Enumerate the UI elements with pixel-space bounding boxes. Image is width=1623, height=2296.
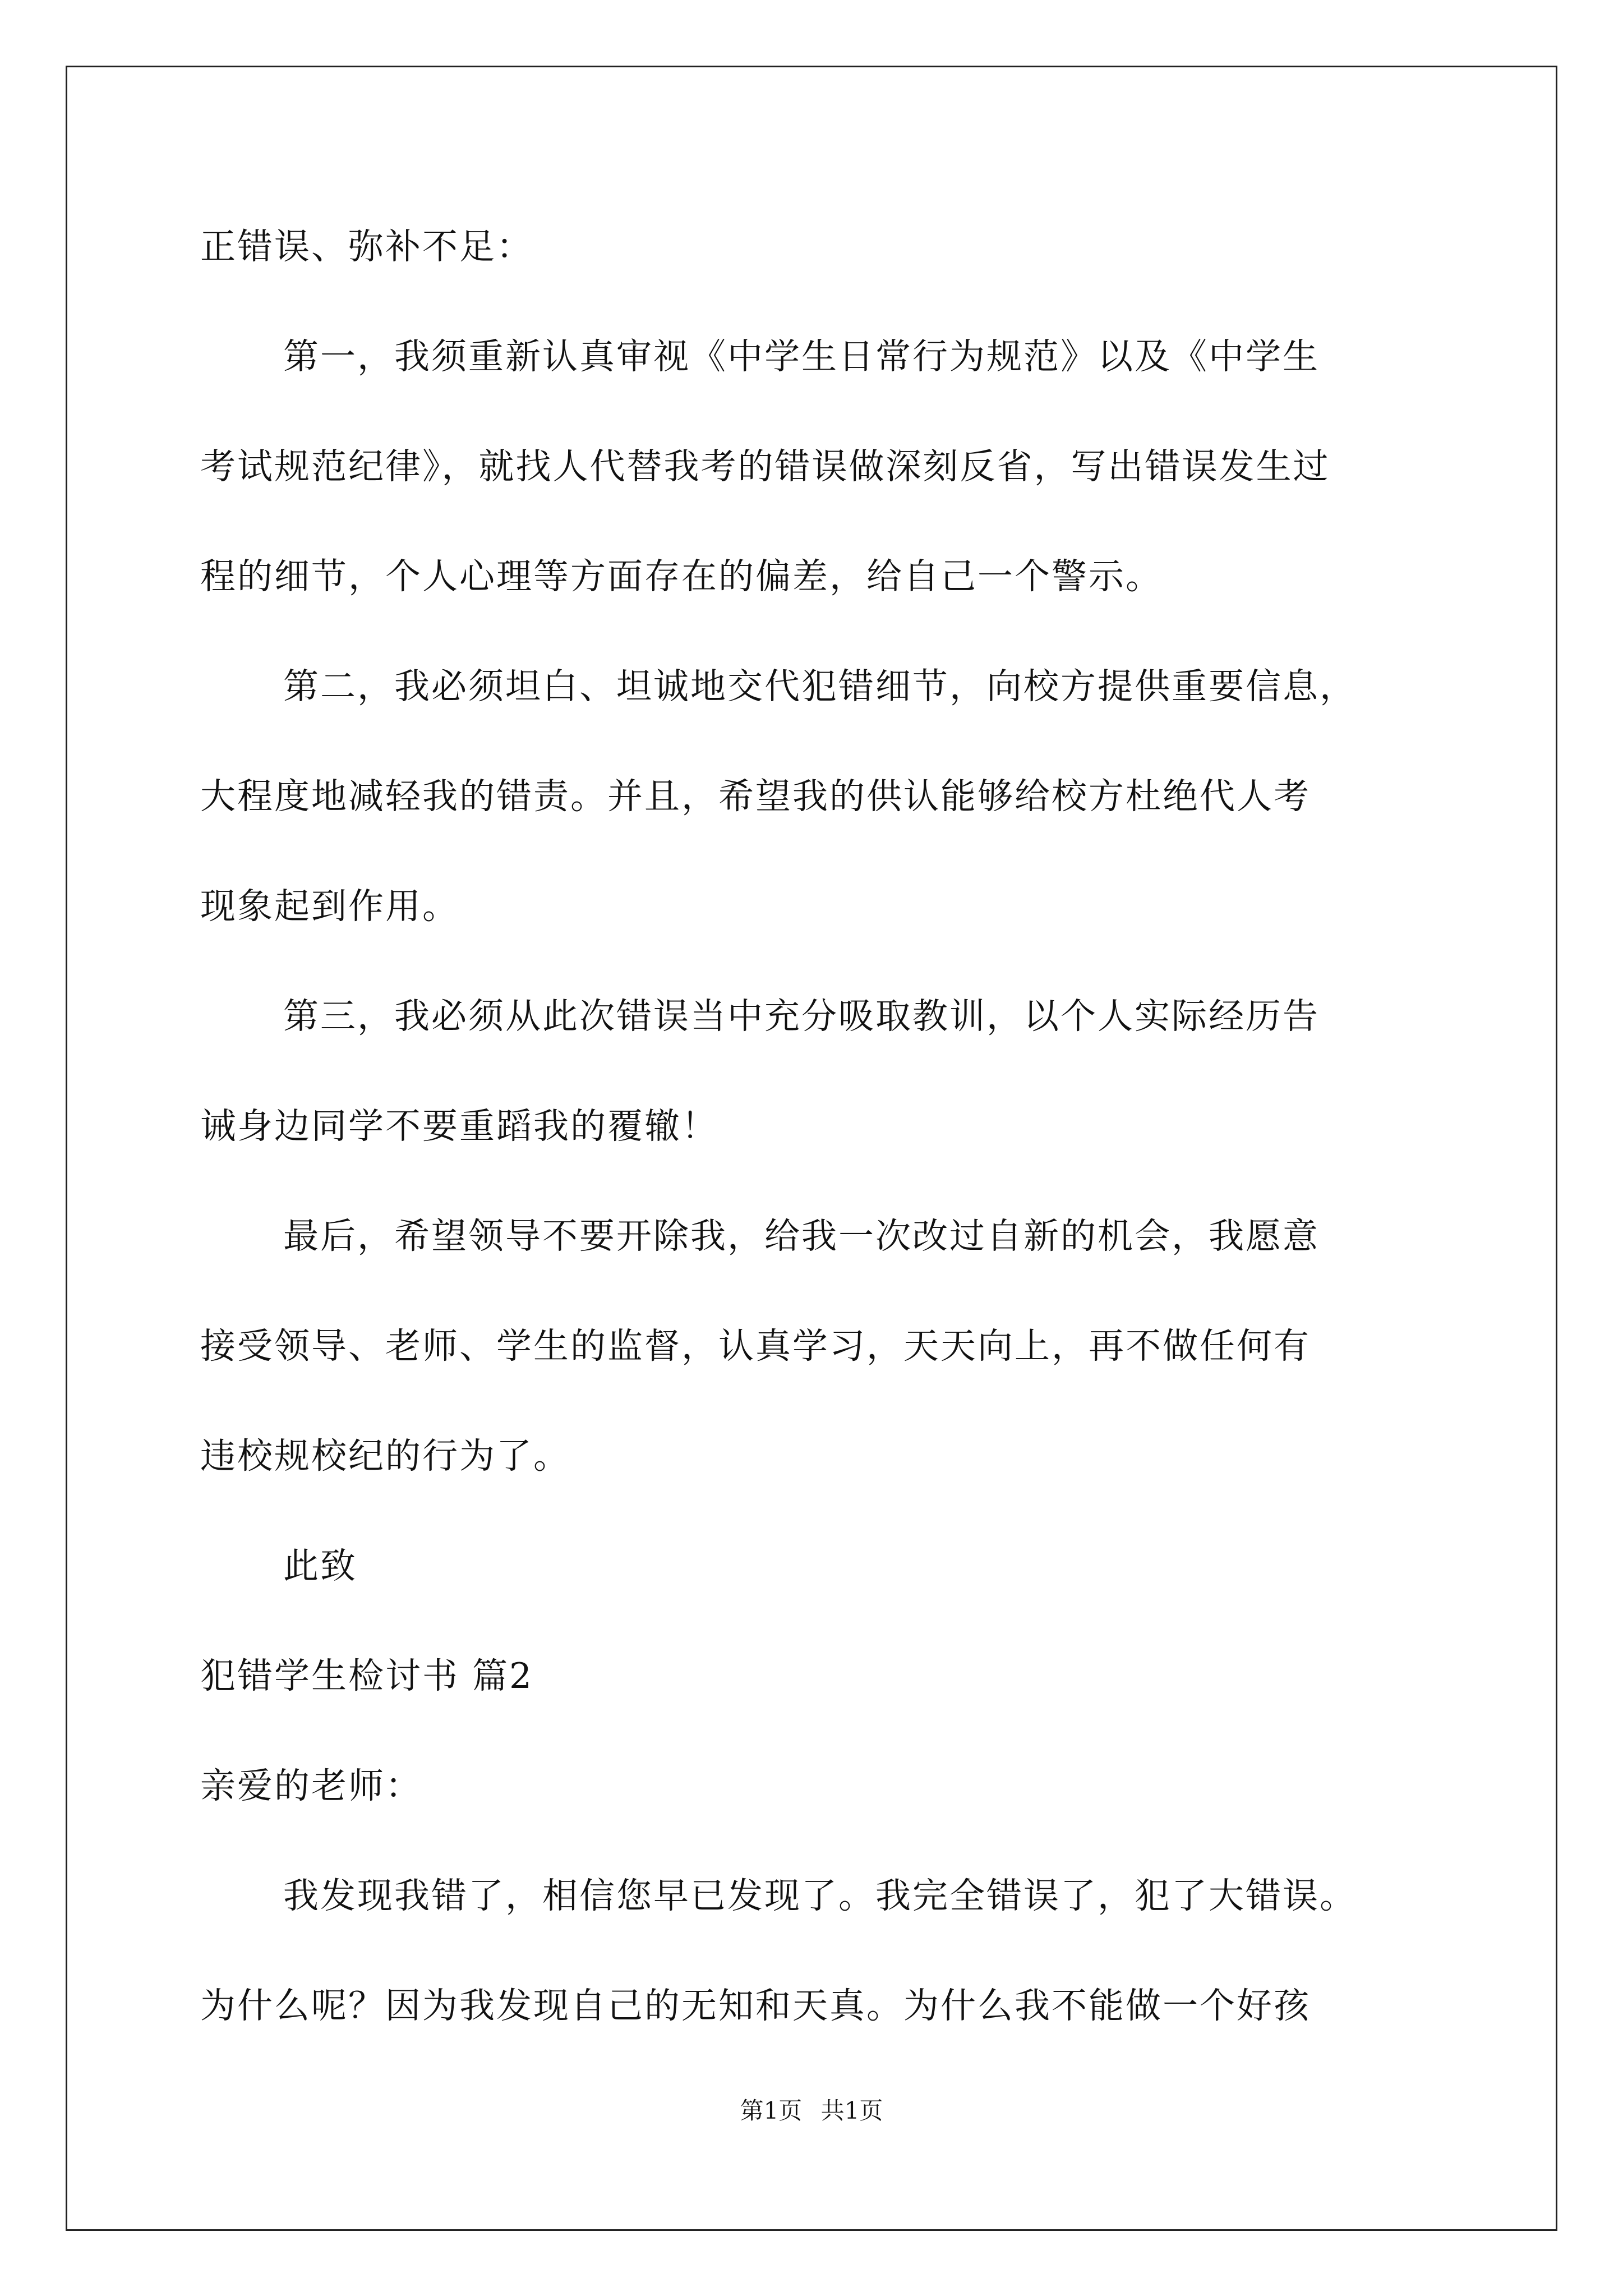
text-line: 最后，希望领导不要开除我，给我一次改过自新的机会，我愿意 [283, 1216, 1320, 1257]
closing-text: 此致 [283, 1545, 357, 1586]
section-heading: 犯错学生检讨书 篇2 [200, 1655, 534, 1696]
page-total: 共1页 [820, 2097, 883, 2124]
text-line: 考试规范纪律》，就找人代替我考的错误做深刻反省，写出错误发生过 [200, 446, 1330, 487]
page-footer [0, 2094, 1623, 2128]
text-line: 我发现我错了，相信您早已发现了。我完全错误了，犯了大错误。 [283, 1875, 1357, 1916]
salutation: 亲爱的老师： [200, 1765, 422, 1806]
text-line: 第二，我必须坦白、坦诚地交代犯错细节，向校方提供重要信息， [283, 666, 1357, 707]
text-line: 程的细节，个人心理等方面存在的偏差，给自己一个警示。 [200, 556, 1163, 597]
page-number: 第1页 [740, 2097, 803, 2124]
text-line: 第三，我必须从此次错误当中充分吸取教训，以个人实际经历告 [283, 996, 1320, 1037]
text-line: 诫身边同学不要重蹈我的覆辙！ [200, 1106, 718, 1147]
text-line: 违校规校纪的行为了。 [200, 1435, 570, 1476]
text-line: 现象起到作用。 [200, 886, 459, 927]
text-line: 接受领导、老师、学生的监督，认真学习，天天向上，再不做任何有 [200, 1326, 1311, 1366]
text-line: 大程度地减轻我的错责。并且，希望我的供认能够给校方杜绝代人考 [200, 776, 1311, 817]
text-line: 为什么呢？因为我发现自己的无知和天真。为什么我不能做一个好孩 [200, 1985, 1311, 2026]
text-line: 正错误、弥补不足： [200, 226, 533, 267]
text-line: 第一，我须重新认真审视《中学生日常行为规范》以及《中学生 [283, 336, 1320, 377]
